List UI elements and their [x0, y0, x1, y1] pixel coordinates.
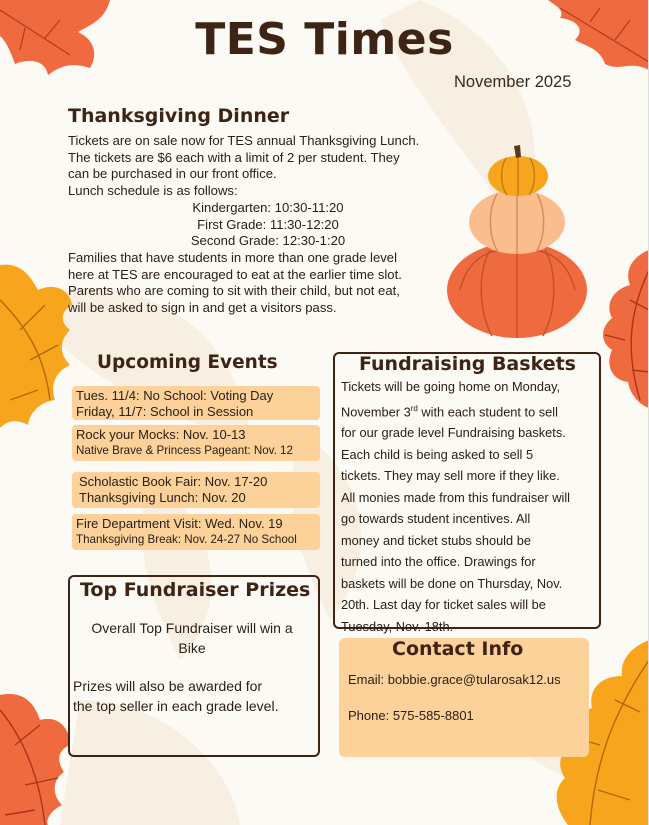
fundraising-line: All monies made from this fundraiser will: [341, 489, 571, 505]
event-box: [72, 425, 320, 461]
event-box: [72, 386, 320, 420]
prizes-line: the top seller in each grade level.: [73, 698, 279, 714]
leaf-right-orange-icon: [603, 250, 649, 408]
schedule-line: Second Grade: 12:30-1:20: [190, 233, 346, 249]
thanksgiving-line: can be purchased in our front office.: [68, 166, 277, 182]
fundraising-line: tickets. They may sell more if they like.: [341, 468, 560, 484]
thanksgiving-line: The tickets are $6 each with a limit of 2 per student. They: [68, 149, 400, 165]
thanksgiving-heading: Thanksgiving Dinner: [68, 105, 290, 127]
thanksgiving-line: Families that have students in more than one grade level: [68, 249, 397, 265]
event-line: Friday, 11/7: School in Session: [76, 404, 254, 419]
prizes-heading: Top Fundraiser Prizes: [80, 579, 311, 601]
fundraising-line: turned into the office. Drawings for: [341, 554, 536, 570]
prizes-box: [68, 575, 320, 757]
fundraising-line: 20th. Last day for ticket sales will be: [341, 597, 546, 613]
prizes-line: Prizes will also be awarded for: [73, 678, 263, 694]
event-line: Tues. 11/4: No School: Voting Day: [76, 388, 274, 403]
contact-email[interactable]: Email: bobbie.grace@tularosak12.us: [348, 672, 561, 687]
event-line: Fire Department Visit: Wed. Nov. 19: [76, 516, 283, 531]
fundraising-line: November 3rd with each student to sell: [341, 403, 558, 419]
issue-date: November 2025: [454, 73, 572, 91]
prizes-grand-prize: [72, 618, 312, 658]
event-line: Rock your Mocks: Nov. 10-13: [76, 427, 246, 442]
fundraising-line: money and ticket stubs should be: [341, 532, 531, 548]
fundraising-body: [341, 376, 596, 637]
prizes-grade-prizes: [73, 676, 318, 716]
thanksgiving-line: Tickets are on sale now for TES annual Thanksgiving Lunch.: [68, 133, 420, 148]
schedule-line: First Grade: 11:30-12:20: [197, 216, 339, 232]
contact-phone[interactable]: Phone: 575-585-8801: [348, 708, 474, 723]
event-box: [72, 472, 320, 508]
event-line: Thanksgiving Break: Nov. 24-27 No School: [76, 533, 297, 546]
prizes-line: Overall Top Fundraiser will win a: [91, 620, 293, 636]
fundraising-line: baskets will be done on Thursday, Nov.: [341, 575, 563, 591]
event-line: Scholastic Book Fair: Nov. 17-20: [79, 474, 268, 489]
event-box: [72, 514, 320, 550]
event-line: Native Brave & Princess Pageant: Nov. 12: [76, 444, 293, 457]
thanksgiving-line: will be asked to sign in and get a visitors pass.: [68, 300, 337, 316]
event-line: Thanksgiving Lunch: Nov. 20: [79, 490, 246, 505]
thanksgiving-line: here at TES are encouraged to eat at the earlier time slot.: [68, 266, 402, 282]
contact-heading: Contact Info: [392, 638, 524, 660]
fundraising-line: Tuesday, Nov. 18th.: [341, 618, 454, 634]
fundraising-line: for our grade level Fundraising baskets.: [341, 425, 566, 441]
leaf-left-yellow-icon: [0, 265, 72, 428]
newsletter-title: TES Times: [195, 14, 454, 65]
thanksgiving-line: Lunch schedule is as follows:: [68, 183, 238, 199]
events-heading: Upcoming Events: [97, 352, 278, 373]
leaf-bottom-left-icon: [0, 694, 70, 825]
thanksgiving-line: Parents who are coming to sit with their child, but not eat,: [68, 283, 400, 299]
fundraising-line: Each child is being asked to sell 5: [341, 446, 534, 462]
thanksgiving-body: [68, 133, 448, 317]
fundraising-line: Tickets will be going home on Monday,: [341, 379, 561, 394]
fundraising-heading: Fundraising Baskets: [359, 353, 576, 375]
prizes-line: Bike: [178, 640, 206, 656]
fundraising-line: go towards student incentives. All: [341, 511, 531, 527]
schedule-line: Kindergarten: 10:30-11:20: [192, 199, 344, 215]
pumpkin-stack-icon: [447, 145, 587, 338]
